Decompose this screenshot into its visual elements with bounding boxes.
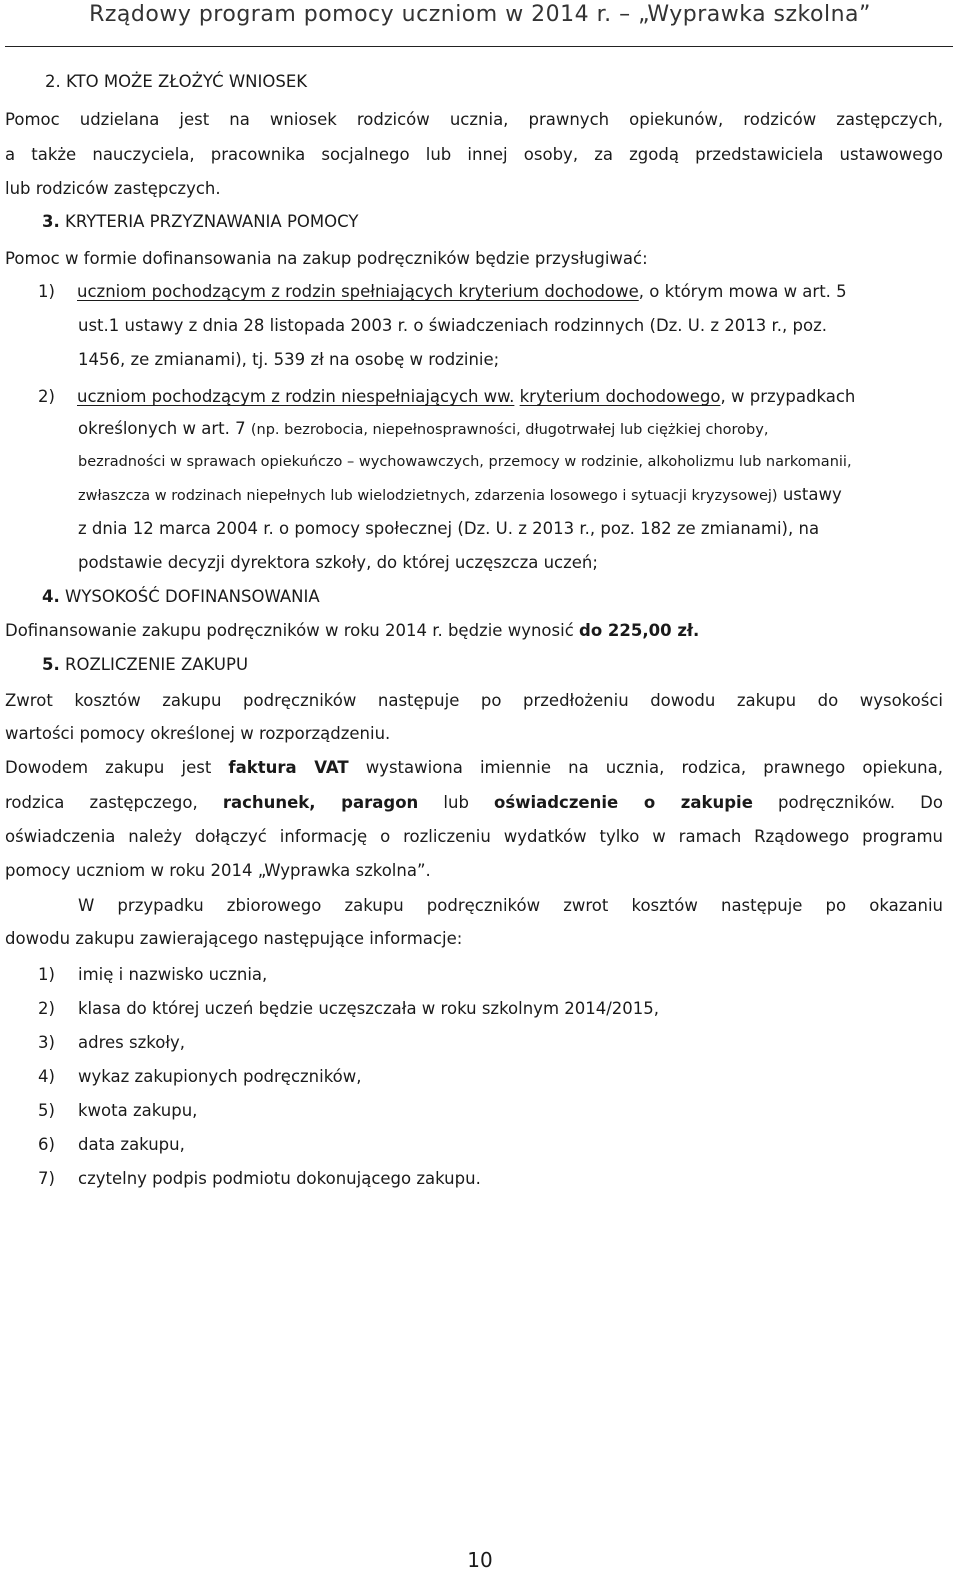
list-item-number: 5) [38,1101,55,1120]
section4-number: 4. [42,587,60,606]
criteria-item-2-line4-a: zwłaszcza w rodzinach niepełnych lub wielodzietnych, zdarzenia losowego i sytuacji kryzysowej) [78,488,778,504]
list-item-number: 4) [38,1067,55,1086]
list-item-text: adres szkoły, [78,1033,186,1052]
list-item-number: 7) [38,1169,55,1188]
criteria-item-1-rest: , o którym mowa w art. 5 [638,282,847,301]
list-item-text: czytelny podpis podmiotu dokonującego zakupu. [78,1169,481,1188]
criteria-item-2-line1 [77,380,855,413]
header-divider [5,46,953,47]
section5-p3-line2: dowodu zakupu zawierającego następujące informacje: [5,929,463,948]
proof-line2-a: rodzica zastępczego, [5,793,223,812]
non-income-criterion-text: uczniom pochodzącym z rodzin niespełniających ww. [77,387,515,406]
section3-number: 3. [42,212,60,231]
section3-title: KRYTERIA PRZYZNAWANIA POMOCY [65,212,359,231]
criteria-item-1-number: 1) [38,282,55,301]
criteria-item-2-line2-b: (np. bezrobocia, niepełnosprawności, długotrwałej lub ciężkiej choroby, [250,422,769,438]
criteria-item-2-line4 [78,478,943,513]
income-criterion-ref: kryterium dochodowego [519,387,721,406]
criteria-item-2-line3: bezradności w sprawach opiekuńczo – wychowawczych, przemocy w rodzinie, alkoholizmu lub narkomanii, [78,454,852,470]
list-item-text: data zakupu, [78,1135,185,1154]
section2-line2: a także nauczyciela, pracownika socjalnego lub innej osoby, za zgodą przedstawiciela ustawowego [5,145,943,164]
list-item-text: klasa do której uczeń będzie uczęszczała w roku szkolnym 2014/2015, [78,999,660,1018]
criteria-item-2-line2 [78,412,943,447]
criteria-item-2-line2-a: określonych w art. 7 [78,419,246,438]
section4-heading [42,580,943,613]
section2-heading: 2. KTO MOŻE ZŁOŻYĆ WNIOSEK [45,72,308,91]
criteria-item-2-line4-b: ustawy [782,485,842,504]
section2-line3: lub rodziców zastępczych. [5,179,221,198]
funding-amount: do 225,00 zł. [579,621,700,640]
criteria-item-2-line6: podstawie decyzji dyrektora szkoły, do której uczęszcza uczeń; [78,553,598,572]
purchase-statement: oświadczenie o zakupie [494,793,753,812]
invoice-vat: faktura VAT [228,758,349,777]
section5-p1-line2: wartości pomocy określonej w rozporządzeniu. [5,724,391,743]
section5-p2-line4: pomocy uczniom w roku 2014 „Wyprawka szkolna”. [5,861,431,880]
section5-p2-line1 [5,751,943,784]
section2-line1: Pomoc udzielana jest na wniosek rodziców ucznia, prawnych opiekunów, rodziców zastępczych, [5,110,943,129]
list-item-text: kwota zakupu, [78,1101,198,1120]
list-item-text: wykaz zakupionych podręczników, [78,1067,362,1086]
list-item-number: 6) [38,1135,55,1154]
proof-line2-c: lub [418,793,495,812]
list-item-number: 2) [38,999,55,1018]
section4-text [5,614,943,647]
criteria-item-1-line2: ust.1 ustawy z dnia 28 listopada 2003 r. o świadczeniach rodzinnych (Dz. U. z 2013 r., poz. [78,316,827,335]
list-item-number: 3) [38,1033,55,1052]
list-item-text: imię i nazwisko ucznia, [78,965,268,984]
proof-rest: wystawiona imiennie na ucznia, rodzica, prawnego opiekuna, [348,758,943,777]
criteria-item-1-line3: 1456, ze zmianami), tj. 539 zł na osobę w rodzinie; [78,350,500,369]
section5-p2-line2 [5,786,943,819]
criteria-item-2-line5: z dnia 12 marca 2004 r. o pomocy społecznej (Dz. U. z 2013 r., poz. 182 ze zmianami), na [78,519,820,538]
page-number: 10 [467,1548,493,1572]
section3-heading [42,205,943,238]
section5-p1-line1: Zwrot kosztów zakupu podręczników następuje po przedłożeniu dowodu zakupu do wysokości [5,691,943,710]
proof-line2-e: podręczników. Do [752,793,943,812]
page-header [0,0,960,52]
section5-title: ROZLICZENIE ZAKUPU [65,655,249,674]
document-title: Rządowy program pomocy uczniom w 2014 r. – „Wyprawka szkolna” [89,2,871,27]
income-criterion-text: uczniom pochodzącym z rodzin spełniających kryterium dochodowe [77,282,639,301]
section4-title: WYSOKOŚĆ DOFINANSOWANIA [65,587,320,606]
criteria-item-2-rest: , w przypadkach [720,387,856,406]
proof-intro: Dowodem zakupu jest [5,758,229,777]
criteria-item-2-number: 2) [38,387,55,406]
section5-p3-line1: W przypadku zbiorowego zakupu podręczników zwrot kosztów następuje po okazaniu [78,896,943,915]
criteria-item-1-line1 [77,275,847,308]
list-item-number: 1) [38,965,55,984]
section5-heading [42,648,943,681]
section5-p2-line3: oświadczenia należy dołączyć informację o rozliczeniu wydatków tylko w ramach Rządowego programu [5,827,943,846]
funding-sentence: Dofinansowanie zakupu podręczników w roku 2014 r. będzie wynosić [5,621,580,640]
section5-number: 5. [42,655,60,674]
section3-intro: Pomoc w formie dofinansowania na zakup podręczników będzie przysługiwać: [5,249,648,268]
receipt-types: rachunek, paragon [222,793,419,812]
